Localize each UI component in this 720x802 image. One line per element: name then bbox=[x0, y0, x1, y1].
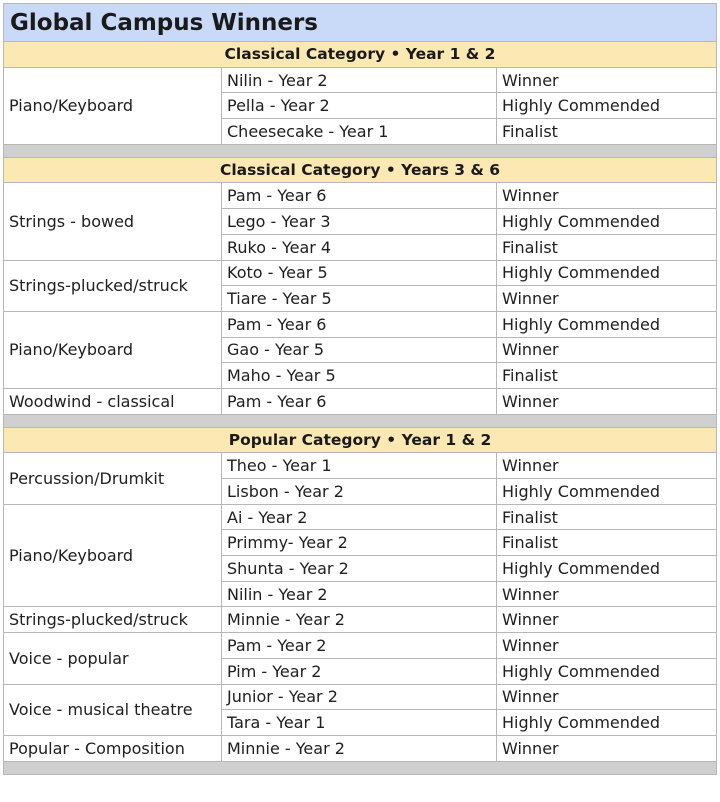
section-heading: Classical Category • Year 1 & 2 bbox=[4, 42, 717, 68]
winners-table-body bbox=[4, 4, 717, 775]
instrument-cell: Voice - popular bbox=[4, 633, 222, 684]
award-cell: Highly Commended bbox=[497, 710, 717, 736]
section-divider bbox=[4, 761, 717, 774]
table-row bbox=[4, 684, 717, 710]
table-row bbox=[4, 183, 717, 209]
section-heading: Popular Category • Year 1 & 2 bbox=[4, 427, 717, 453]
winner-name-cell: Lego - Year 3 bbox=[222, 209, 497, 235]
instrument-cell: Strings-plucked/struck bbox=[4, 260, 222, 311]
title-row bbox=[4, 4, 717, 42]
instrument-cell: Voice - musical theatre bbox=[4, 684, 222, 735]
award-cell: Winner bbox=[497, 581, 717, 607]
award-cell: Winner bbox=[497, 388, 717, 414]
award-cell: Highly Commended bbox=[497, 93, 717, 119]
award-cell: Finalist bbox=[497, 504, 717, 530]
winner-name-cell: Lisbon - Year 2 bbox=[222, 479, 497, 505]
winner-name-cell: Primmy- Year 2 bbox=[222, 530, 497, 556]
section-header-row bbox=[4, 42, 717, 68]
section-divider bbox=[4, 144, 717, 157]
award-cell: Winner bbox=[497, 735, 717, 761]
section-header-row bbox=[4, 427, 717, 453]
winner-name-cell: Ai - Year 2 bbox=[222, 504, 497, 530]
winner-name-cell: Ruko - Year 4 bbox=[222, 234, 497, 260]
spacer-row bbox=[4, 761, 717, 774]
winner-name-cell: Cheesecake - Year 1 bbox=[222, 119, 497, 145]
award-cell: Highly Commended bbox=[497, 658, 717, 684]
instrument-cell: Strings - bowed bbox=[4, 183, 222, 260]
award-cell: Winner bbox=[497, 633, 717, 659]
winner-name-cell: Maho - Year 5 bbox=[222, 363, 497, 389]
award-cell: Winner bbox=[497, 67, 717, 93]
winner-name-cell: Junior - Year 2 bbox=[222, 684, 497, 710]
page-title: Global Campus Winners bbox=[4, 4, 717, 42]
table-row bbox=[4, 504, 717, 530]
award-cell: Highly Commended bbox=[497, 209, 717, 235]
award-cell: Highly Commended bbox=[497, 556, 717, 582]
award-cell: Winner bbox=[497, 684, 717, 710]
winner-name-cell: Pam - Year 6 bbox=[222, 311, 497, 337]
winner-name-cell: Minnie - Year 2 bbox=[222, 735, 497, 761]
award-cell: Winner bbox=[497, 183, 717, 209]
winner-name-cell: Nilin - Year 2 bbox=[222, 67, 497, 93]
section-heading: Classical Category • Years 3 & 6 bbox=[4, 157, 717, 183]
award-cell: Finalist bbox=[497, 363, 717, 389]
winner-name-cell: Minnie - Year 2 bbox=[222, 607, 497, 633]
instrument-cell: Percussion/Drumkit bbox=[4, 453, 222, 504]
table-row bbox=[4, 453, 717, 479]
award-cell: Finalist bbox=[497, 234, 717, 260]
winner-name-cell: Pam - Year 6 bbox=[222, 183, 497, 209]
spacer-row bbox=[4, 414, 717, 427]
table-row bbox=[4, 67, 717, 93]
table-row bbox=[4, 260, 717, 286]
winner-name-cell: Nilin - Year 2 bbox=[222, 581, 497, 607]
instrument-cell: Popular - Composition bbox=[4, 735, 222, 761]
section-divider bbox=[4, 414, 717, 427]
award-cell: Highly Commended bbox=[497, 260, 717, 286]
award-cell: Finalist bbox=[497, 530, 717, 556]
winner-name-cell: Pam - Year 2 bbox=[222, 633, 497, 659]
winner-name-cell: Pella - Year 2 bbox=[222, 93, 497, 119]
winner-name-cell: Shunta - Year 2 bbox=[222, 556, 497, 582]
award-cell: Highly Commended bbox=[497, 479, 717, 505]
spacer-row bbox=[4, 144, 717, 157]
instrument-cell: Piano/Keyboard bbox=[4, 311, 222, 388]
winner-name-cell: Pim - Year 2 bbox=[222, 658, 497, 684]
winner-name-cell: Tiare - Year 5 bbox=[222, 286, 497, 312]
award-cell: Highly Commended bbox=[497, 311, 717, 337]
section-header-row bbox=[4, 157, 717, 183]
winner-name-cell: Pam - Year 6 bbox=[222, 388, 497, 414]
table-row bbox=[4, 607, 717, 633]
instrument-cell: Piano/Keyboard bbox=[4, 504, 222, 607]
table-row bbox=[4, 735, 717, 761]
winner-name-cell: Tara - Year 1 bbox=[222, 710, 497, 736]
instrument-cell: Woodwind - classical bbox=[4, 388, 222, 414]
instrument-cell: Piano/Keyboard bbox=[4, 67, 222, 144]
award-cell: Winner bbox=[497, 453, 717, 479]
table-row bbox=[4, 388, 717, 414]
award-cell: Winner bbox=[497, 337, 717, 363]
winner-name-cell: Theo - Year 1 bbox=[222, 453, 497, 479]
instrument-cell: Strings-plucked/struck bbox=[4, 607, 222, 633]
table-row bbox=[4, 311, 717, 337]
table-row bbox=[4, 633, 717, 659]
award-cell: Winner bbox=[497, 607, 717, 633]
award-cell: Winner bbox=[497, 286, 717, 312]
winner-name-cell: Gao - Year 5 bbox=[222, 337, 497, 363]
award-cell: Finalist bbox=[497, 119, 717, 145]
winners-table bbox=[3, 3, 717, 775]
winner-name-cell: Koto - Year 5 bbox=[222, 260, 497, 286]
